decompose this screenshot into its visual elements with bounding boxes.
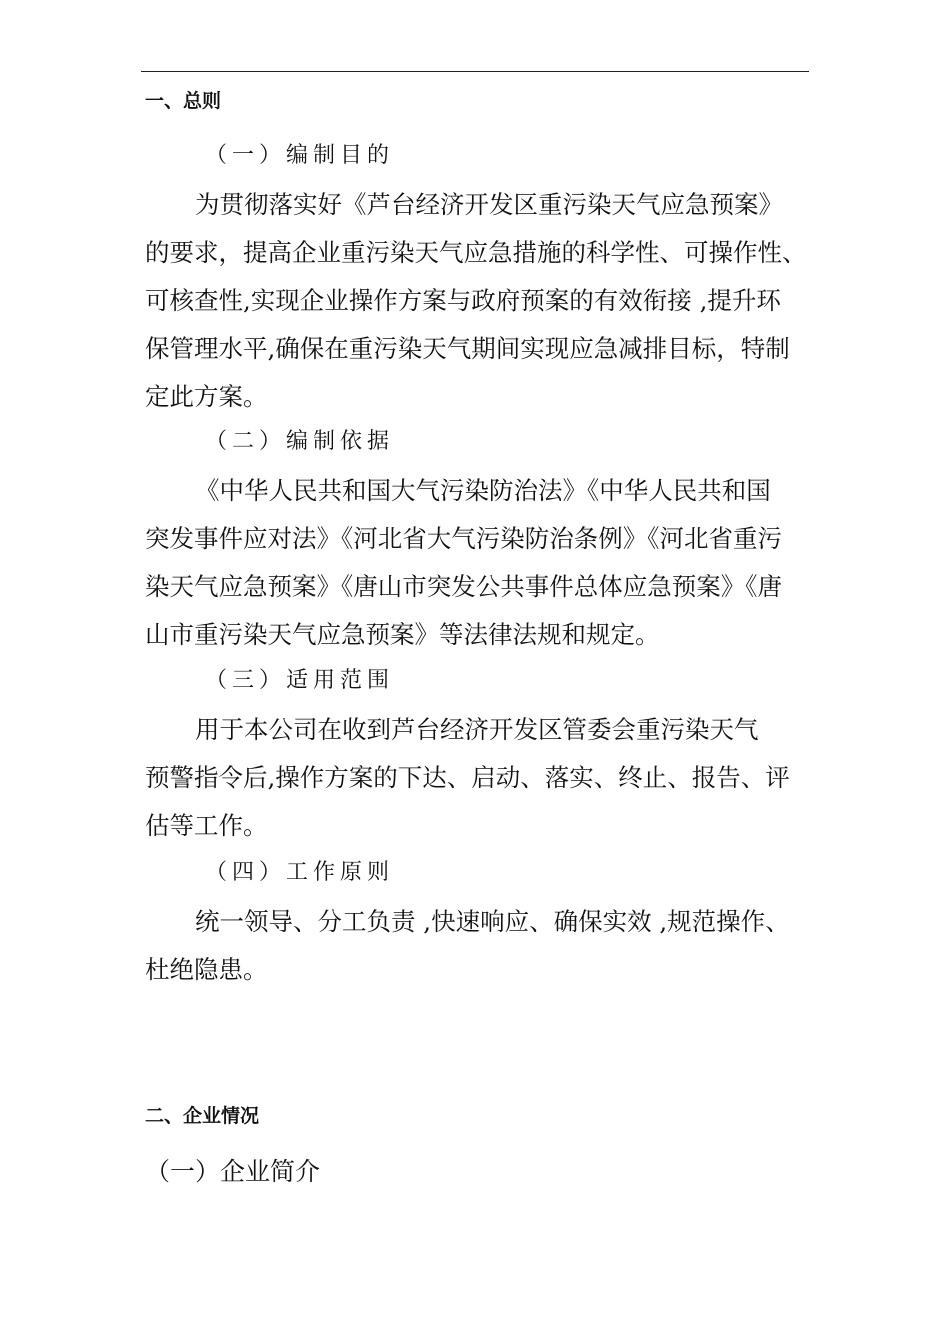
heading-principles: （四）工作原则 (205, 860, 395, 885)
paragraph-line: 为贯彻落实好《芦台经济开发区重污染天气应急预案》 (195, 190, 783, 219)
paragraph-line: 杜绝隐患。 (145, 955, 268, 984)
paragraph-line: 的要求，提高企业重污染天气应急措施的科学性、可操作性、 (145, 238, 807, 267)
paragraph-line: 统一领导、分工负责 ,快速响应、确保实效 ,规范操作、 (195, 907, 790, 936)
paragraph-line: 保管理水平,确保在重污染天气期间实现应急减排目标，特制 (145, 334, 790, 363)
paragraph-purpose (145, 181, 815, 421)
header-rule (141, 71, 809, 72)
section-title-company: 二、企业情况 (145, 1105, 260, 1127)
paragraph-line: 《中华人民共和国大气污染防治法》《中华人民共和国 (195, 476, 771, 505)
paragraph-line: 定此方案。 (145, 382, 268, 411)
heading-basis: （二）编制依据 (205, 429, 395, 454)
paragraph-line: 预警指令后,操作方案的下达、启动、落实、终止、报告、评 (145, 763, 790, 792)
heading-scope: （三）适用范围 (205, 668, 395, 693)
paragraph-scope (145, 706, 815, 850)
paragraph-line: 估等工作。 (145, 811, 268, 840)
paragraph-line: 染天气应急预案》《唐山市突发公共事件总体应急预案》《唐 (145, 572, 782, 601)
heading-company-intro: （一）企业简介 (145, 1157, 321, 1186)
paragraph-principles (145, 898, 815, 994)
paragraph-line: 可核查性,实现企业操作方案与政府预案的有效衔接 ,提升环 (145, 286, 781, 315)
paragraph-line: 突发事件应对法》《河北省大气污染防治条例》《河北省重污 (145, 524, 782, 553)
section-title-general: 一、总则 (145, 90, 222, 112)
paragraph-line: 山市重污染天气应急预案》等法律法规和规定。 (145, 620, 660, 649)
heading-purpose: （一）编制目的 (205, 143, 395, 168)
paragraph-basis (145, 467, 815, 659)
paragraph-line: 用于本公司在收到芦台经济开发区管委会重污染天气 (195, 715, 759, 744)
